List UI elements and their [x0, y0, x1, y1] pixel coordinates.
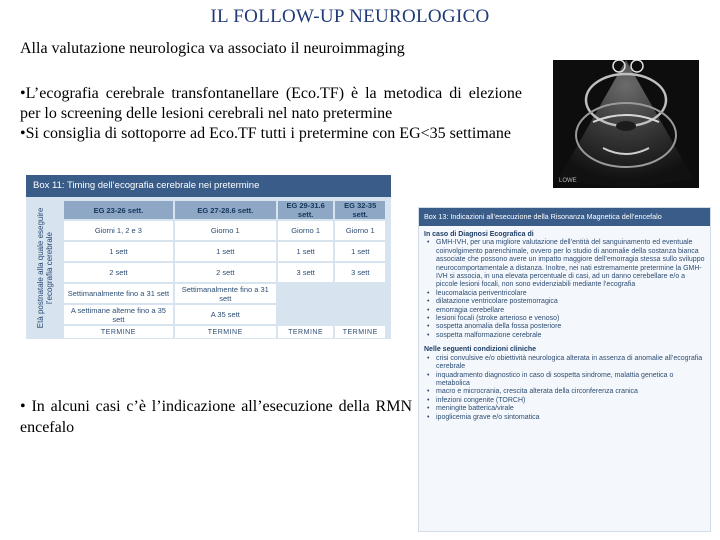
table-header: EG 23-26 sett. — [64, 201, 173, 219]
list-item: • sospetta malformazione cerebrale — [436, 332, 705, 340]
box13-list-ecografica — [424, 239, 705, 340]
bullet-list — [20, 84, 522, 144]
box11-title: Box 11: Timing dell’ecografia cerebrale nei pretermine — [26, 175, 391, 197]
ultrasound-scan-graphic — [553, 60, 699, 188]
ultrasound-image — [553, 60, 699, 188]
list-item: • inquadramento diagnostico in caso di sospetta sindrome, malattia genetica o metabolica — [436, 372, 705, 389]
box11-table — [62, 199, 387, 340]
box11-timing-table — [26, 175, 391, 339]
table-row-footer — [64, 326, 385, 338]
table-row — [64, 305, 385, 324]
slide-title: IL FOLLOW-UP NEUROLOGICO — [210, 6, 490, 27]
table-cell: 2 sett — [64, 263, 173, 282]
box13-list-cliniche — [424, 355, 705, 422]
table-cell: 1 sett — [175, 242, 276, 261]
table-cell: 1 sett — [64, 242, 173, 261]
table-cell: Giorni 1, 2 e 3 — [64, 221, 173, 240]
table-cell-empty — [278, 305, 334, 324]
table-cell: TERMINE — [335, 326, 385, 338]
bullet-rmn: • In alcuni casi c’è l’indicazione all’esecuzione della RMN encefalo — [20, 398, 412, 436]
list-item: • dilatazione ventricolare postemorragica — [436, 298, 705, 306]
intro-text: Alla valutazione neurologica va associato il neuroimmaging — [20, 40, 405, 57]
list-item: • meningite batterica/virale — [436, 405, 705, 413]
box13-section-heading: Nelle seguenti condizioni cliniche — [424, 346, 537, 354]
ultrasound-label: LOWE — [559, 178, 577, 184]
list-item: • leucomalacia periventricolare — [436, 290, 705, 298]
table-cell: Giorno 1 — [335, 221, 385, 240]
table-cell: 1 sett — [278, 242, 334, 261]
table-cell-empty — [335, 284, 385, 303]
list-item: • macro e microcrania, crescita alterata della circonferenza cranica — [436, 388, 705, 396]
table-cell: TERMINE — [64, 326, 173, 338]
box13-body — [419, 226, 710, 422]
table-row — [64, 263, 385, 282]
list-item: • crisi convulsive e/o obiettività neurologica alterata in assenza di anomalie all’ecografia cerebrale — [436, 355, 705, 372]
table-cell: 3 sett — [335, 263, 385, 282]
bullet-eg35: •Si consiglia di sottoporre ad Eco.TF tutti i pretermine con EG<35 settimane — [20, 125, 511, 142]
table-cell: A settimane alterne fino a 35 sett — [64, 305, 173, 324]
table-cell: TERMINE — [175, 326, 276, 338]
table-cell: Giorno 1 — [175, 221, 276, 240]
list-item: • sospetta anomalia della fossa posteriore — [436, 323, 705, 331]
table-cell: TERMINE — [278, 326, 334, 338]
box11-side-label: Età postnatale alla quale eseguire l’ecografia cerebrale — [36, 207, 54, 329]
table-cell: 1 sett — [335, 242, 385, 261]
table-row — [64, 221, 385, 240]
table-row — [64, 284, 385, 303]
table-cell: Settimanalmente fino a 31 sett — [64, 284, 173, 303]
table-cell: Giorno 1 — [278, 221, 334, 240]
box13-title: Box 13: Indicazioni all’esecuzione della Risonanza Magnetica dell’encefalo — [419, 208, 710, 226]
list-item: • infezioni congenite (TORCH) — [436, 397, 705, 405]
table-header: EG 27-28.6 sett. — [175, 201, 276, 219]
table-row — [64, 242, 385, 261]
box13-section-heading: In caso di Diagnosi Ecografica di — [424, 231, 534, 238]
box13-mri-indications — [418, 207, 711, 532]
list-item: • lesioni focali (stroke arterioso e venoso) — [436, 315, 705, 323]
table-cell: 3 sett — [278, 263, 334, 282]
table-cell: 2 sett — [175, 263, 276, 282]
table-header: EG 32-35 sett. — [335, 201, 385, 219]
table-cell-empty — [335, 305, 385, 324]
table-cell: Settimanalmente fino a 31 sett — [175, 284, 276, 303]
bullet-ecotf: •L’ecografia cerebrale transfontanellare (Eco.TF) è la metodica di elezione per lo screening delle lesioni cerebrali nel nato pretermine — [20, 85, 522, 122]
table-header: EG 29-31.6 sett. — [278, 201, 334, 219]
list-item: • emorragia cerebellare — [436, 307, 705, 315]
table-cell-empty — [278, 284, 334, 303]
list-item: • ipoglicemia grave e/o sintomatica — [436, 414, 705, 422]
list-item: • GMH-IVH, per una migliore valutazione dell’entità del sanguinamento ed eventuale coinvolgimento parenchimale, ovvero per lo studio di anomalie della sostanza bianca associate che possono avere un impatto maggiore dell’emorragia stessa sullo sviluppo neurocomportamentale a distanza. Inoltre, nei nati estremamente pretermine la GMH-IVH si associa, in una elevata percentuale di casi, ad un danno cerebellare e/o a piccole lesioni focali, non sono evidenziabili mediante l’ecografia — [436, 239, 705, 289]
table-cell: A 35 sett — [175, 305, 276, 324]
